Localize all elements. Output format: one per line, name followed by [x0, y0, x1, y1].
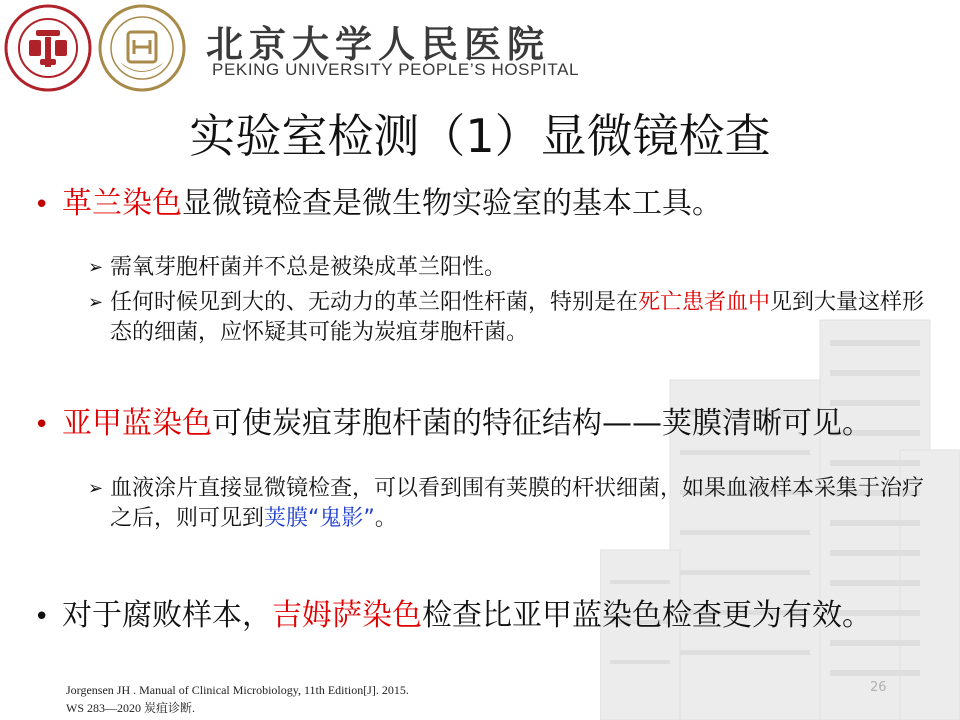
peoples-hospital-logo	[98, 4, 186, 92]
highlight-gram-stain: 革兰染色	[62, 186, 182, 221]
highlight-dead-patient-blood: 死亡患者血中	[638, 290, 771, 315]
hospital-name-english: PEKING UNIVERSITY PEOPLE’S HOSPITAL	[212, 60, 580, 79]
bullet-gram-stain	[34, 178, 722, 222]
bullet-giemsa	[34, 590, 872, 634]
page-number: 26	[870, 680, 887, 695]
reference-1: Jorgensen JH . Manual of Clinical Microbiology, 11th Edition[J]. 2015.	[66, 683, 409, 697]
bullet-dot-icon: •	[34, 410, 50, 440]
sub-bullet-blood-smear	[88, 474, 928, 534]
highlight-capsule-ghost: 荚膜“鬼影”	[264, 506, 375, 531]
bullet-dot-icon: •	[34, 602, 50, 632]
highlight-giemsa: 吉姆萨染色	[272, 598, 422, 633]
bullet-dot-icon: •	[34, 190, 50, 220]
sub-bullet-large-rods	[88, 288, 928, 348]
arrow-bullet-icon: ➢	[88, 292, 104, 313]
peking-university-logo	[4, 4, 92, 92]
bullet-text: 检查比亚甲蓝染色检查更为有效。	[422, 598, 872, 633]
reference-2: WS 283—2020 炭疽诊断.	[66, 701, 196, 715]
sub-bullet-text: 任何时候见到大的、无动力的革兰阳性杆菌，特别是在	[110, 290, 639, 315]
sub-bullet-text: 需氧芽胞杆菌并不总是被染成革兰阳性。	[110, 255, 507, 280]
arrow-bullet-icon: ➢	[88, 478, 104, 499]
bullet-text: 显微镜检查是微生物实验室的基本工具。	[182, 186, 722, 221]
sub-bullet-text-wrapper	[110, 474, 928, 534]
highlight-methylene-blue: 亚甲蓝染色	[62, 406, 212, 441]
sub-bullet-text: 。	[374, 506, 397, 531]
hospital-name-chinese: 北京大学人民医院	[206, 22, 550, 66]
bullet-text: 对于腐败样本，	[62, 598, 272, 633]
arrow-bullet-icon: ➢	[88, 257, 104, 278]
sub-bullet-text: 见到大量这样形态的细菌，应怀疑其可能为炭疽芽胞杆菌。	[110, 290, 925, 345]
sub-bullet-aerobic	[88, 253, 928, 283]
sub-bullet-text: 血液涂片直接显微镜检查，可以看到围有荚膜的杆状细菌，如果血液样本采集于治疗之后，则可见到	[110, 476, 925, 531]
bullet-text: 可使炭疽芽胞杆菌的特征结构——荚膜清晰可见。	[212, 406, 872, 441]
sub-bullet-text-wrapper	[110, 288, 928, 348]
slide-title: 实验室检测（1）显微镜检查	[189, 109, 771, 163]
bullet-methylene-blue	[34, 398, 872, 442]
